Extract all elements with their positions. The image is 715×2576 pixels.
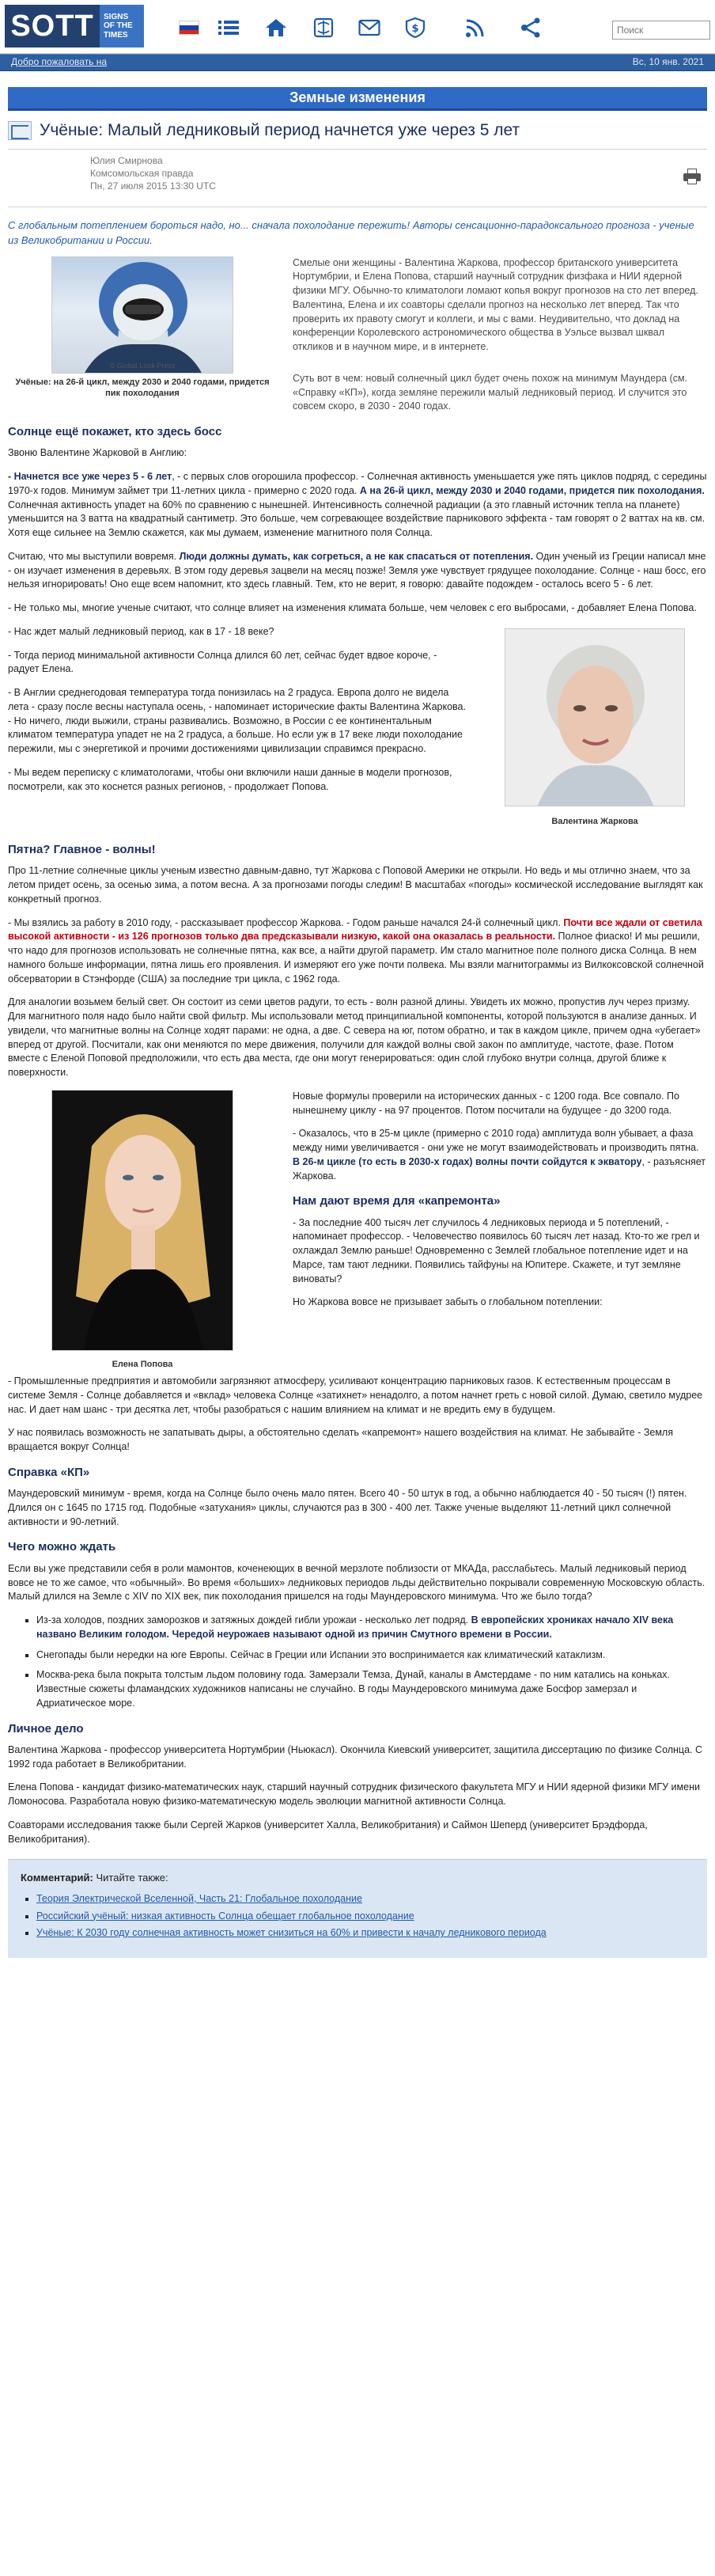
subheading-personal: Личное дело (8, 1721, 84, 1736)
logo-subtitle: SIGNS OF THE TIMES (100, 5, 144, 47)
figure-zharkova (482, 628, 707, 827)
comment-title: Комментарий: Читайте также: (21, 1872, 168, 1884)
photo-caption: Учёные: на 26-й цикл, между 2030 и 2040 годами, придется пик похолодания (15, 377, 270, 398)
list-item (36, 1910, 694, 1924)
paragraph: Новые формулы проверили на исторических данных - с 1200 года. Все совпало. По нынешнему циклу - на 97 процентов. Потом посчитали на будущее - до 3200 года. (293, 1090, 679, 1116)
author[interactable]: Юлия Смирнова (90, 154, 163, 166)
related-links (36, 1892, 694, 1941)
menu-list-icon[interactable] (215, 17, 242, 38)
donate-icon[interactable] (402, 17, 429, 38)
paragraph: Для аналогии возьмем белый свет. Он состоит из семи цветов радуги, то есть - волн разной длины. Увидеть их можно, пропустив луч через призму. Для магнитного поля надо было найти свой фильтр. Мы использовали метод принципиальной компоненты, которой пользуются в анализе данных. И увидели, что магнитные волны на Солнце ходят парами: не одна, а две. С севера на юг, потом обратно, и так в каждом цикле, причем одна «убегает» вперед от другой. Посчитали, как они меняются по мере движения, получили для каждой волны свой закон по амплитуде, частоте, фазе. Потом вместе с Еленой Поповой предположили, что есть два места, где они могут генерироваться: один слой глубоко внутри солнца, другой ближе к поверхности. (8, 996, 701, 1079)
divider (8, 149, 707, 150)
paragraph: - Мы взялись за работу в 2010 году, - рассказывает профессор Жаркова. - Годом раньше начался 24-й солнечный цикл. Почти все ждали от светила высокой активности - из 126 прогнозов только два предсказывали низкую, какой она оказалась в реальности. Полное фиаско! И мы решили, что надо для прогнозов использовать не солнечные пятна, как все, а найти другой параметр. Им стало магнитное поле полного диска Солнца. В нем намного больше информации, пятна лишь его проявления. И измеряют его уже почти полвека. Мы взяли магнитограммы из Вилкоксовской солнечной обсерватории в Стэнфорде (США) за последние три цикла, с 1962 года. (8, 916, 704, 984)
frozen-man-photo (51, 256, 233, 374)
svg-text:$: $ (411, 23, 419, 35)
list-item (36, 1926, 694, 1941)
printer-icon[interactable] (683, 169, 701, 184)
mail-icon[interactable] (356, 17, 383, 38)
paragraph: Считаю, что мы выступили вовремя. Люди должны думать, как согреться, а не как спасаться от потепления. Один ученый из Греции написал мне - он изучает изменения в деревьях. В этом году деревья зацвели на месяц позже! Земля уже чувствует грядущее похолодание. Солнце - наш босс, его нельзя игнорировать! Оно еще всем напомнит, кто здесь главный. Тем, кто не верит, я говорю: давайте подождем - осталось всего 5 - 6 лет. (8, 550, 706, 590)
top-bar (0, 0, 715, 54)
paragraph: Соавторами исследования также были Сергей Жарков (университет Халла, Великобритания) и Саймон Шеперд (университет Брэдфорда, Великобритания). (8, 1819, 648, 1845)
paragraph: - Начнется все уже через 5 - 6 лет, - с первых слов огорошила профессор. - Солнечная активность уменьшается уже пять циклов подряд, с середины 1970-х годов. Минимум займет три 11-летних цикла - примерно с 2020 года. А на 26-й цикл, между 2030 и 2040 годами, придется пик похолодания. Солнечная активность упадет на 60% по сравнению с нынешней. Интенсивность солнечной радиации (а это главный источник тепла на планете) уменьшится на 3 ватта на квадратный сантиметр. Это больше, чем согревающее воздействие парникового эффекта - там говорят о 2 ваттах на кв. см. Хотя еще сильнее на Землю скажется, как мы думаем, изменение магнитного поля Солнца. (8, 471, 707, 539)
related-link[interactable]: Российский учёный: низкая активность Солнца обещает глобальное похолодание (36, 1910, 414, 1922)
article-title: Учёные: Малый ледниковый период начнется уже через 5 лет (8, 119, 707, 142)
paragraph: - Промышленные предприятия и автомобили загрязняют атмосферу, усиливают концентрацию парниковых газов. К естественным процессам в системе Земля - Солнце добавляется и «вклад» человека Солнце «затихнет» ненадолго, а потом начнет греть с новой силой. Думаю, светило мудрее нас. И дает нам шанс - три десятка лет, чтобы разобраться с нашим влиянием на климат и не вредить ему в будущем. (8, 1375, 703, 1415)
earth-changes-icon (8, 121, 32, 140)
paragraph: - В Англии среднегодовая температура тогда понизилась на 2 градуса. Европа долго не видела лета - сразу после весны наступала осень, - напоминает исторические факты Валентина Жаркова. - Но ничего, люди выжили, страны развивались. Возможно, в России с ее континентальным климатом температура упадет не на 2 градуса, а больше. Но если уж в 17 веке люди похолодание пережили, мы с энергетикой и прочими достижениями цивилизации справимся прекрасно. (8, 687, 466, 755)
search-input[interactable] (612, 21, 710, 40)
publish-date: Пн, 27 июля 2015 13:30 UTC (90, 180, 216, 192)
russia-flag-icon[interactable] (176, 17, 202, 38)
popova-photo (51, 1090, 233, 1351)
subheading-waves: Пятна? Главное - волны! (8, 843, 156, 857)
list-item (36, 1892, 694, 1906)
byline (8, 154, 707, 203)
bullet-list (36, 1614, 707, 1711)
intro-paragraph: Смелые они женщины - Валентина Жаркова, профессор британского университета Нортумбрии, и Елена Попова, старший научный сотрудник физфака и НИИ ядерной физики МГУ. Обычно-то климатологи ломают копья вокруг прогнозов на сто лет вперед. Валентина, Елена и их соавторы сделали прогноз на несколько лет вперед. Так что проверить их правоту смогут и коллеги, и мы с вами. Неудивительно, что доклад на конференции Королевского астрономического общества в Уэльсе вызвал шквал откликов и в научном мире, и в интернете. (293, 256, 698, 352)
subheading-reference: Справка «КП» (8, 1465, 90, 1479)
photo-credit: © Global Look Press (109, 361, 176, 370)
paragraph: - Мы ведем переписку с климатологами, чтобы они включили наши данные в модели прогнозов, посмотрели, как это коснется разных регионов, - продолжает Попова. (8, 766, 452, 792)
list-item: ▪ Москва-река была покрыта толстым льдом половину года. Замерзали Темза, Дунай, каналы в Амстердаме - по ним катались на коньках. Известные сюжеты фламандских художников написаны не случайно. В годы Маундеровского минимума даже Босфор замерзал и Адриатическое море. (36, 1668, 707, 1710)
paragraph: Маундеровский минимум - время, когда на Солнце было очень мало пятен. Всего 40 - 50 штук в год, а обычно наблюдается 40 - 50 тысяч (!) пятен. Длился он с 1645 по 1715 год. Подобные «затухания» циклы, случаются раз в 300 - 400 лет. Также ученые выделяют 11-летний цикл солнечной активности и 90-летний. (8, 1488, 687, 1527)
paragraph: - Нас ждет малый ледниковый период, как в 17 - 18 веке? (8, 625, 274, 637)
related-link[interactable]: Теория Электрической Вселенной, Часть 21: Глобальное похолодание (36, 1892, 362, 1904)
subheading-sun: Солнце ещё покажет, кто здесь босс (8, 425, 222, 438)
welcome-bar (0, 54, 715, 71)
paragraph: Если вы уже представили себя в роли мамонтов, коченеющих в вечной мерзлоте поблизости от МКАДа, расслабьтесь. Малый ледниковый период вовсе не то же самое, что «обычный». Во время «больших» ледниковых периодов льды действительно покрывали современную Московскую область. Малый длился на Земле с XIV по XIX век, пик похолодания пришелся на годы Маундеровского минимума. Что же было тогда? (8, 1562, 706, 1603)
welcome-link[interactable]: Добро пожаловать на (11, 56, 108, 68)
list-item: ▪ Снегопады были нередки на юге Европы. Сейчас в Греции или Испании это воспринимается как климатический катаклизм. (36, 1648, 707, 1663)
current-date: Вс, 10 янв. 2021 (632, 56, 704, 68)
figure-frozen-man (8, 256, 277, 400)
list-item: ▪ Из-за холодов, поздних заморозков и затяжных дождей гибли урожаи - несколько лет подряд. В европейских хрониках начало XIV века названо Великим голодом. Чередой неурожаев называют одной из причин Смутного времени в России. (36, 1614, 707, 1642)
share-icon[interactable] (517, 17, 544, 38)
logo-text: SOTT (5, 5, 100, 47)
photo-caption: Елена Попова (112, 1359, 173, 1369)
globe-icon[interactable] (310, 17, 337, 38)
paragraph: Звоню Валентине Жарковой в Англию: (8, 447, 187, 459)
paragraph: У нас появилась возможность не запатывать дыры, а обстоятельно сделать «капремонт» нашего воздействия на климат. Не забывайте - Земля вращается вокруг Солнца! (8, 1427, 673, 1453)
photo-caption: Валентина Жаркова (551, 816, 638, 826)
paragraph: Про 11-летние солнечные циклы ученым известно давным-давно, тут Жаркова с Поповой Америки не открыли. Но ведь и мы отлично знаем, что за летом придет осень, за осенью зима, а потом весна. А за прогнозами погоды следим! В масштабах «погоды» космической исследование выглядят как конкретный прогноз. (8, 865, 703, 905)
paragraph: - Не только мы, многие ученые считают, что солнце влияет на изменения климата больше, чем человек с его выбросами, - добавляет Елена Попова. (8, 602, 697, 614)
related-link[interactable]: Учёные: К 2030 году солнечная активность может снизиться на 60% и привести к началу ледникового периода (36, 1927, 547, 1939)
article-lead: С глобальным потеплением бороться надо, но... сначала похолодание пережить! Авторы сенсационно-парадоксального прогноза - ученые из Великобритании и России. (8, 218, 694, 246)
subheading-repair: Нам дают время для «капремонта» (293, 1194, 501, 1208)
paragraph: Елена Попова - кандидат физико-математических наук, старший научный сотрудник физического факультета МГУ и НИИ ядерной физики МГУ имени Ломоносова. Разработала новую физико-математическую модель эволюции магнитной активности Солнца. (8, 1781, 700, 1808)
rss-icon[interactable] (462, 17, 489, 38)
home-icon[interactable] (263, 17, 289, 38)
subheading-what-to-expect: Чего можно ждать (8, 1540, 116, 1554)
section-title: Земные изменения (289, 89, 426, 105)
sott-logo[interactable] (5, 5, 144, 47)
source[interactable]: Комсомольская правда (90, 168, 194, 179)
paragraph: - За последние 400 тысяч лет случилось 4 ледниковых периода и 5 потеплений, - напоминает профессор. - Человечество появилось 60 тысяч лет назад. Кто-то же грел и охлаждал Землю раньше! Одновременно с Землей глобальное потепление идет и на Марсе, там тают ледники. Появились тайфуны на Юпитере. Скажете, и тут земляне виноваты? (293, 1216, 700, 1284)
intro-paragraph-2: Суть вот в чем: новый солнечный цикл будет очень похож на минимум Маундера (см. «Справку «КП»), когда земляне пережили малый ледниковый период. И случится это совсем скоро, в 2030 - 2040 годах. (293, 372, 688, 412)
comment-box (8, 1859, 707, 1958)
paragraph: - Тогда период минимальной активности Солнца длился 60 лет, сейчас будет вдвое короче, - радует Елена. (8, 649, 437, 675)
figure-popova (8, 1090, 277, 1370)
section-title-bar[interactable] (8, 87, 707, 111)
zharkova-photo (505, 628, 685, 806)
article (0, 119, 715, 1958)
paragraph: - Оказалось, что в 25-м цикле (примерно с 2010 года) амплитуда волн убывает, а фаза между ними увеличивается - они уже не могут взаимодействовать и производить пятна. В 26-м цикле (то есть в 2030-х годах) волны почти сойдутся к экватору, - разъясняет Жаркова. (293, 1128, 706, 1182)
paragraph: Но Жаркова вовсе не призывает забыть о глобальном потеплении: (293, 1296, 603, 1308)
paragraph: Валентина Жаркова - профессор университета Нортумбрии (Ньюкасл). Окончила Киевский университет, защитила диссертацию по физике Солнца. С 1992 года работает в Великобритании. (8, 1743, 703, 1770)
